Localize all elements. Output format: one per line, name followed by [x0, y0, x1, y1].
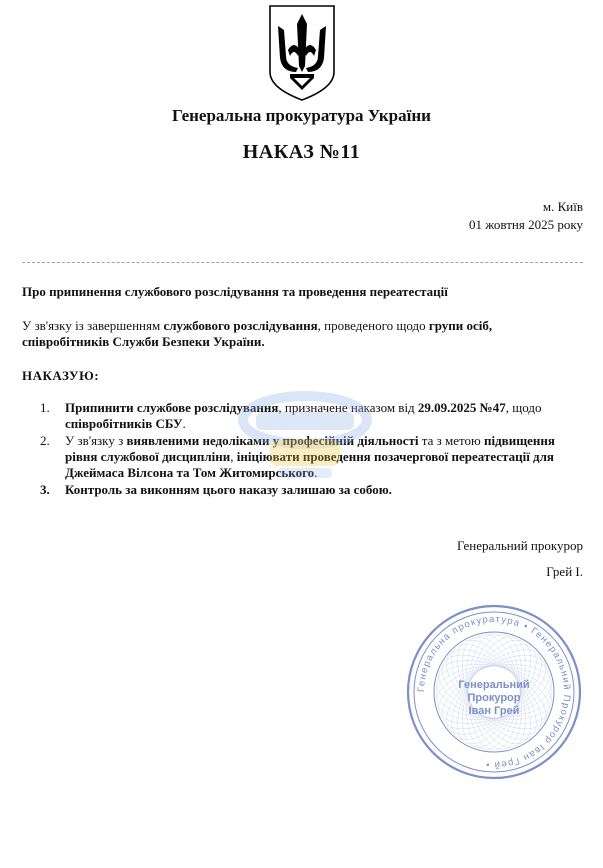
separator-line	[22, 262, 583, 263]
list-item-text: .	[314, 465, 318, 480]
trident-emblem-icon	[264, 2, 340, 102]
organization-name: Генеральна прокуратура України	[172, 106, 431, 125]
list-item-bold: Контроль за виконням цього наказу залишаю за собою.	[65, 482, 392, 497]
seal-center-line1: Генеральний	[458, 679, 530, 691]
official-seal	[406, 604, 582, 780]
intro-bold: групи осіб, співробітників Служби Безпеки України.	[22, 318, 493, 349]
list-item-bold: ініціювати проведення позачергової переатестації для Джеймаса Вілсона та Том Житомирського	[65, 449, 554, 480]
signatory-position: Генеральний прокурор	[456, 538, 583, 553]
list-item-number: 3.	[40, 482, 50, 497]
seal-ring-text: Генеральна прокуратура • Генеральний Прокурор Іван Грей •	[415, 613, 573, 771]
list-item-number: 2.	[40, 433, 50, 448]
document-date: 01 жовтня 2025 року	[469, 217, 583, 232]
order-heading: НАКАЗУЮ:	[22, 368, 100, 383]
list-item-text: ,	[230, 449, 237, 464]
list-item-bold: підвищення рівня службової дисципліни	[65, 433, 555, 464]
list-item-text: .	[182, 416, 186, 431]
intro-paragraph	[22, 318, 582, 350]
list-item-bold: співробітників СБУ	[65, 416, 183, 431]
document-title: НАКАЗ №11	[242, 141, 361, 163]
document-city: м. Київ	[542, 199, 583, 214]
list-item-text: та з метою	[418, 433, 484, 448]
list-item-text: , призначене наказом від	[278, 400, 418, 415]
seal-center-line2: Прокурор	[467, 692, 521, 704]
signatory-name: Грей І.	[546, 564, 583, 579]
list-item-bold: 29.09.2025 №47	[417, 400, 506, 415]
intro-text: , проведеного щодо	[317, 318, 429, 333]
intro-text: У зв'язку із завершенням	[22, 318, 164, 333]
watermark-logo	[230, 382, 380, 492]
seal-center-line3: Іван Грей	[468, 705, 520, 717]
document-subject: Про припинення службового розслідування та проведення переатестації	[22, 284, 448, 299]
list-item-bold: Припинити службове розслідування	[65, 400, 279, 415]
list-item-number: 1.	[40, 400, 50, 415]
list-item-text: У зв'язку з	[65, 433, 127, 448]
list-item-bold: виявленими недоліками у професійній діяльності	[126, 433, 419, 448]
list-item-text: , щодо	[505, 400, 542, 415]
intro-bold: службового розслідування	[163, 318, 318, 333]
